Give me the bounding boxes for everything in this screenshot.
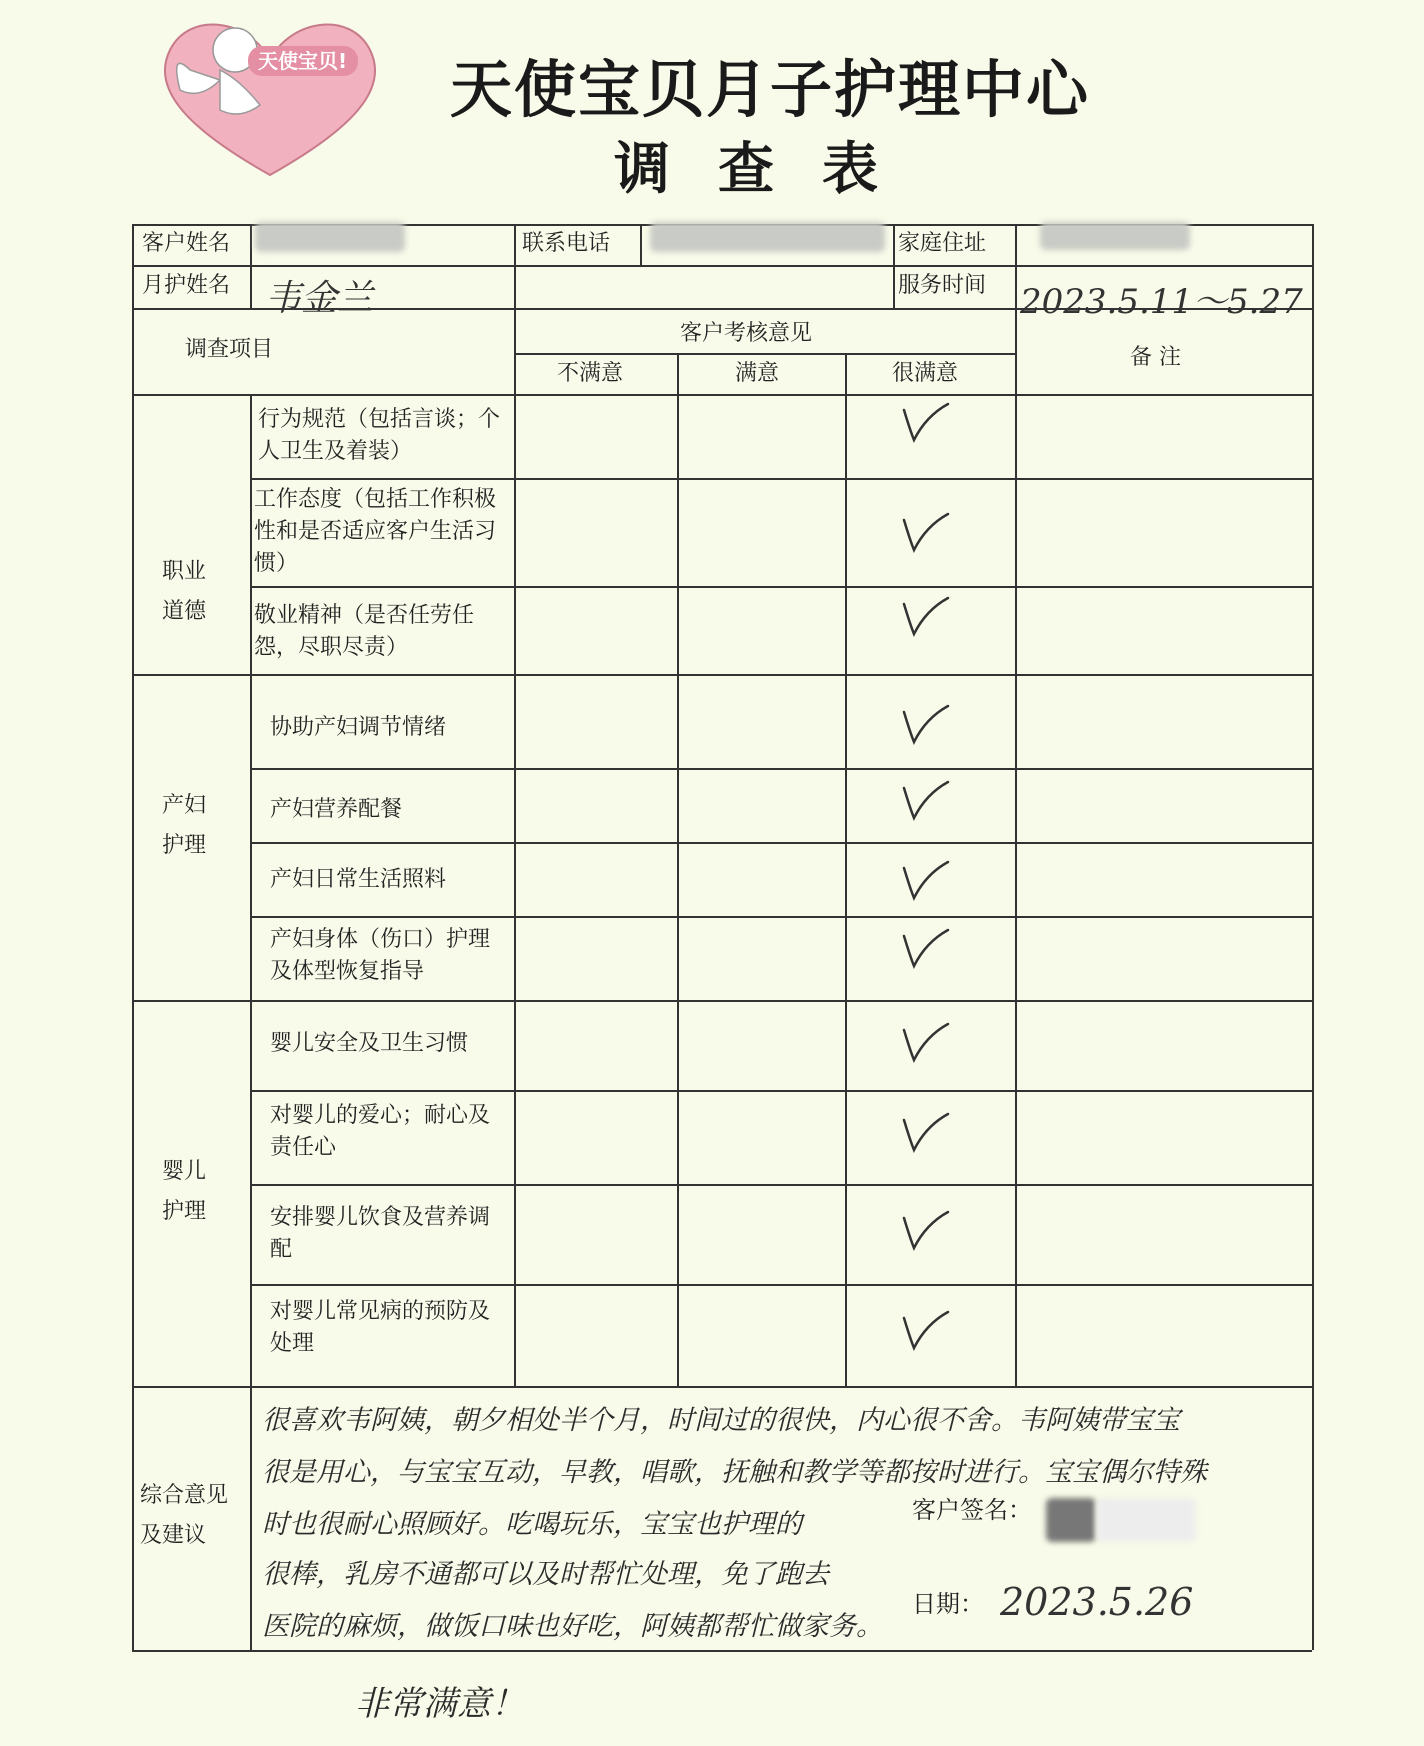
page-title: 天使宝贝月子护理中心 bbox=[449, 53, 1090, 126]
grid-line bbox=[845, 353, 847, 1386]
grid-line bbox=[677, 353, 679, 1386]
check-mark-icon bbox=[900, 1208, 952, 1252]
service-time-label: 服务时间 bbox=[898, 273, 987, 298]
col-very-satisfied: 很满意 bbox=[892, 361, 959, 386]
address-redacted bbox=[1040, 222, 1190, 250]
logo-text: 天使宝贝! bbox=[258, 49, 348, 73]
nurse-name-label: 月护姓名 bbox=[142, 273, 231, 298]
check-mark-icon bbox=[900, 594, 952, 638]
grid-line bbox=[1015, 224, 1017, 308]
check-mark-icon bbox=[900, 858, 952, 902]
grid-line bbox=[1015, 308, 1017, 1386]
item-mood: 协助产妇调节情绪 bbox=[270, 715, 447, 740]
item-baby-illness: 对婴儿常见病的预防及处理 bbox=[270, 1299, 491, 1356]
grid-line bbox=[893, 224, 895, 308]
grid-line bbox=[250, 1090, 1312, 1092]
grid-line bbox=[640, 224, 642, 265]
item-nutrition: 产妇营养配餐 bbox=[270, 797, 403, 822]
summary-label: 综合意见 及建议 bbox=[140, 1483, 229, 1548]
grid-line bbox=[1312, 224, 1314, 1650]
comment-line-3: 时也很耐心照顾好。吃喝玩乐，宝宝也护理的 bbox=[262, 1509, 802, 1540]
signature-label: 客户签名： bbox=[912, 1496, 1032, 1524]
grid-line bbox=[250, 842, 1312, 844]
item-behavior: 行为规范（包括言谈；个人卫生及着装） bbox=[258, 407, 501, 464]
angel-heart-logo bbox=[150, 10, 390, 185]
check-mark-icon bbox=[900, 400, 952, 444]
signature-redacted-light bbox=[1096, 1498, 1196, 1542]
grid-line bbox=[132, 265, 1312, 267]
check-mark-icon bbox=[900, 1308, 952, 1352]
check-mark-icon bbox=[900, 1020, 952, 1064]
grid-line bbox=[250, 478, 1312, 480]
item-baby-love: 对婴儿的爱心；耐心及责任心 bbox=[270, 1103, 491, 1160]
item-recovery: 产妇身体（伤口）护理及体型恢复指导 bbox=[270, 927, 491, 984]
item-attitude: 工作态度（包括工作积极性和是否适应客户生活习惯） bbox=[254, 487, 497, 576]
grid-line bbox=[250, 768, 1312, 770]
grid-line bbox=[132, 224, 134, 1650]
group-mother-care: 产妇 护理 bbox=[162, 793, 207, 858]
comment-line-5: 医院的麻烦，做饭口味也好吃，阿姨都帮忙做家务。 bbox=[262, 1611, 883, 1642]
grid-line bbox=[250, 394, 252, 1386]
item-dedication: 敬业精神（是否任劳任怨，尽职尽责） bbox=[254, 603, 475, 660]
comment-line-1: 很喜欢韦阿姨，朝夕相处半个月，时间过的很快，内心很不舍。韦阿姨带宝宝 bbox=[262, 1405, 1180, 1436]
signature-redacted-dark bbox=[1046, 1498, 1096, 1542]
check-mark-icon bbox=[900, 1110, 952, 1154]
grid-line bbox=[132, 1386, 1312, 1388]
service-time-value: 2023.5.11～5.27 bbox=[1020, 282, 1303, 322]
check-mark-icon bbox=[900, 510, 952, 554]
opinion-header: 客户考核意见 bbox=[680, 321, 813, 346]
nurse-name-value: 韦金兰 bbox=[265, 278, 374, 319]
grid-line bbox=[132, 674, 1312, 676]
grid-line bbox=[250, 1284, 1312, 1286]
item-baby-feeding: 安排婴儿饮食及营养调配 bbox=[270, 1205, 491, 1262]
check-mark-icon bbox=[900, 778, 952, 822]
customer-name-label: 客户姓名 bbox=[142, 231, 231, 256]
grid-line bbox=[514, 353, 1015, 355]
item-header: 调查项目 bbox=[185, 337, 274, 362]
grid-line bbox=[514, 224, 516, 308]
col-unsatisfied: 不满意 bbox=[557, 361, 624, 386]
grid-line bbox=[132, 394, 1312, 396]
grid-line bbox=[132, 1650, 1312, 1652]
page-subtitle: 调查表 bbox=[614, 137, 926, 202]
comment-line-2: 很是用心，与宝宝互动，早教，唱歌，抚触和教学等都按时进行。宝宝偶尔特殊 bbox=[262, 1457, 1207, 1488]
comment-line-4: 很棒，乳房不通都可以及时帮忙处理，免了跑去 bbox=[262, 1559, 829, 1590]
grid-line bbox=[514, 308, 516, 1386]
group-baby-care: 婴儿 护理 bbox=[162, 1159, 207, 1224]
comment-line-6: 非常满意！ bbox=[355, 1684, 525, 1724]
date-label: 日期： bbox=[912, 1590, 984, 1618]
phone-redacted bbox=[650, 222, 885, 252]
customer-name-redacted bbox=[255, 222, 405, 252]
address-label: 家庭住址 bbox=[898, 231, 987, 256]
grid-line bbox=[250, 586, 1312, 588]
col-satisfied: 满意 bbox=[735, 361, 780, 386]
item-baby-safety: 婴儿安全及卫生习惯 bbox=[270, 1031, 469, 1056]
date-value: 2023.5.26 bbox=[1000, 1580, 1194, 1624]
group-ethics: 职业 道德 bbox=[162, 559, 207, 624]
grid-line bbox=[250, 224, 252, 308]
check-mark-icon bbox=[900, 702, 952, 746]
phone-label: 联系电话 bbox=[522, 231, 611, 256]
item-daily-care: 产妇日常生活照料 bbox=[270, 867, 447, 892]
grid-line bbox=[250, 1184, 1312, 1186]
remark-header: 备 注 bbox=[1130, 345, 1181, 370]
grid-line bbox=[250, 916, 1312, 918]
grid-line bbox=[132, 1000, 1312, 1002]
check-mark-icon bbox=[900, 926, 952, 970]
